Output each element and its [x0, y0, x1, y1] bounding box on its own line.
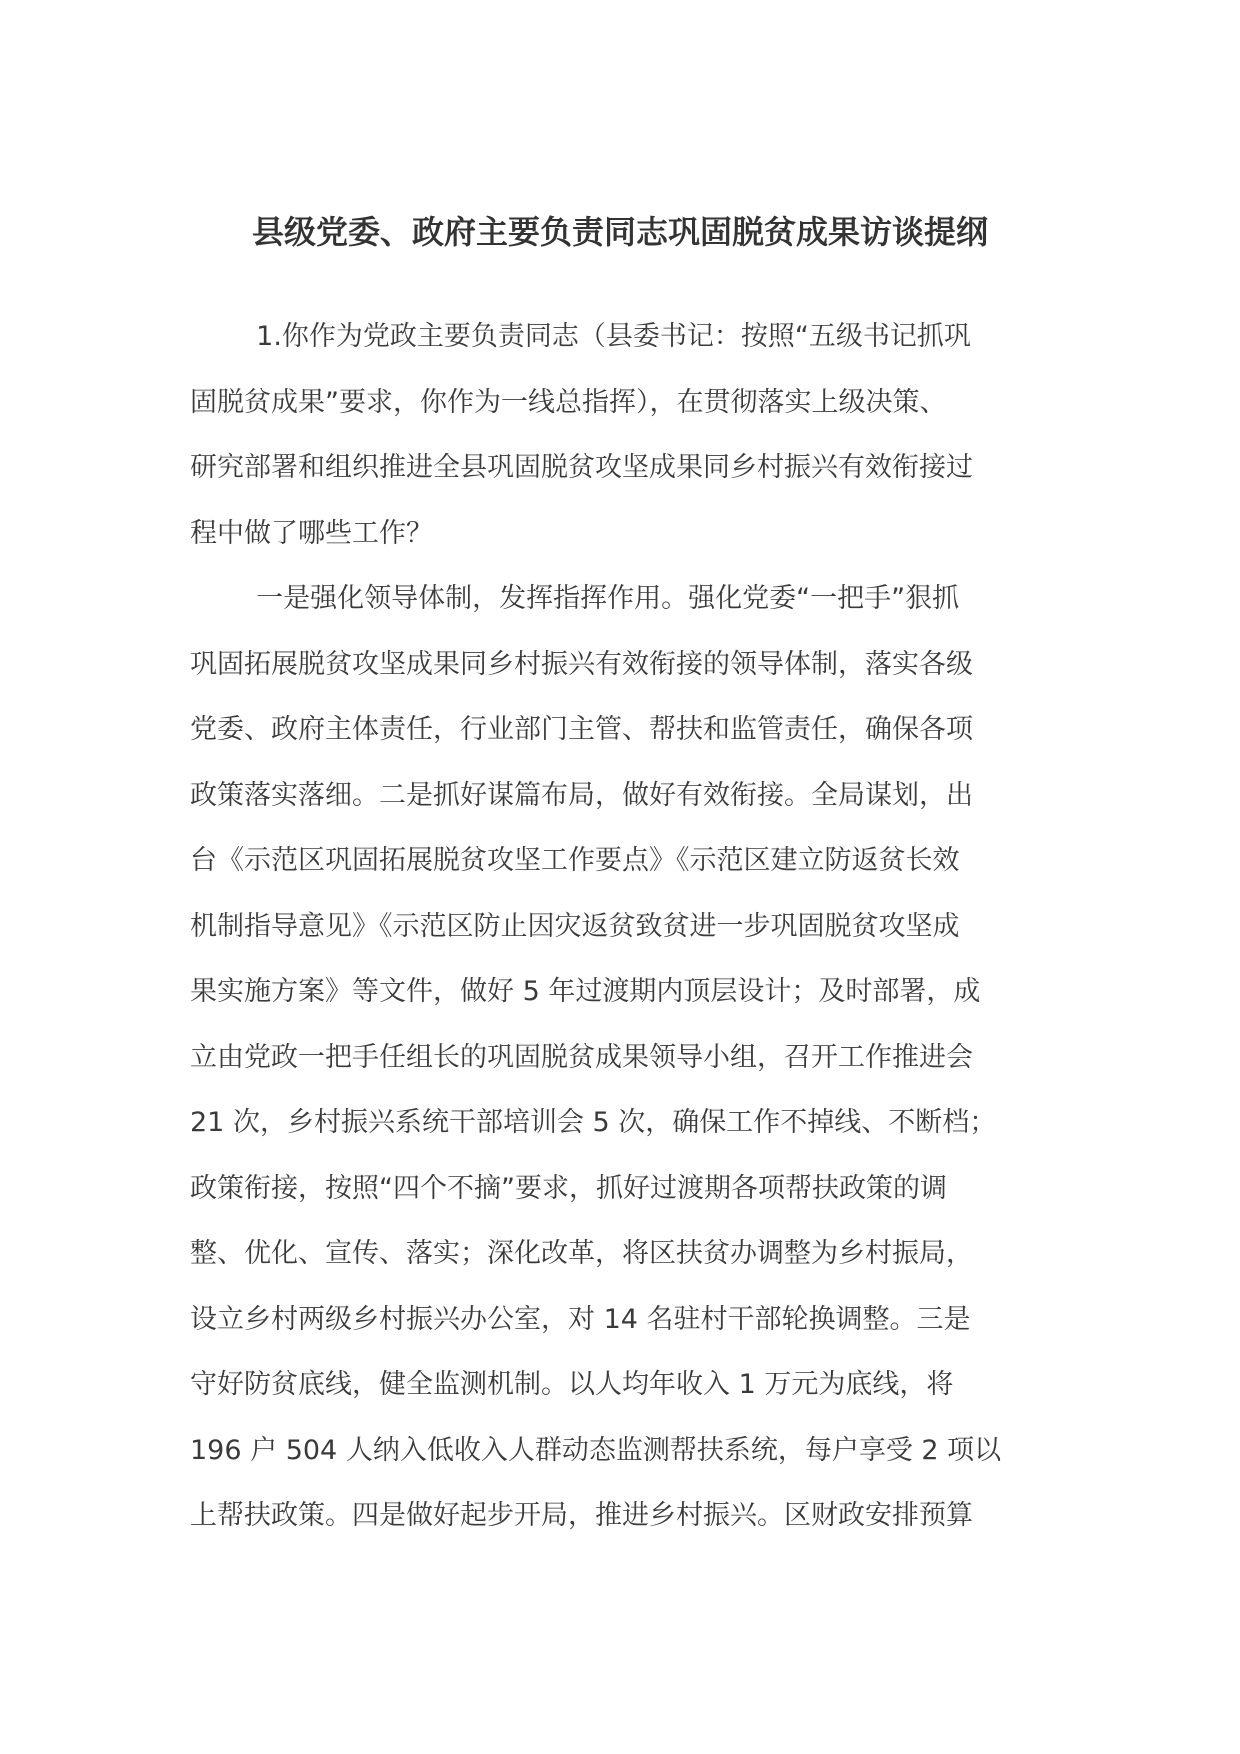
document-title: 县级党委、政府主要负责同志巩固脱贫成果访谈提纲: [251, 213, 988, 251]
text-line: 21 次，乡村振兴系统干部培训会 5 次，确保工作不掉线、不断档；: [190, 1107, 997, 1138]
text-line: 立由党政一把手任组长的巩固脱贫成果领导小组，召开工作推进会: [190, 1041, 973, 1073]
text-line: 守好防贫底线，健全监测机制。以人均年收入 1 万元为底线，将: [190, 1369, 954, 1400]
text-line: 一是强化领导体制，发挥指挥作用。强化党委“一把手”狠抓: [256, 583, 960, 614]
text-line: 程中做了哪些工作？: [190, 517, 433, 549]
text-line: 台《示范区巩固拓展脱贫攻坚工作要点》《示范区建立防返贫长效: [190, 845, 960, 876]
text-line: 196 户 504 人纳入低收入人群动态监测帮扶系统，每户享受 2 项以: [190, 1434, 1002, 1466]
text-line: 机制指导意见》《示范区防止因灾返贫致贫进一步巩固脱贫攻坚成: [190, 910, 960, 942]
answer-paragraph: [190, 566, 1050, 1549]
document-body: [190, 304, 1050, 1549]
text-line: 果实施方案》等文件，做好 5 年过渡期内顶层设计；及时部署，成: [190, 976, 981, 1007]
text-line: 党委、政府主体责任，行业部门主管、帮扶和监管责任，确保各项: [190, 714, 973, 745]
text-line: 整、优化、宣传、落实；深化改革，将区扶贫办调整为乡村振局，: [190, 1238, 973, 1269]
text-line: 巩固拓展脱贫攻坚成果同乡村振兴有效衔接的领导体制，落实各级: [190, 648, 973, 680]
text-line: 上帮扶政策。四是做好起步开局，推进乡村振兴。区财政安排预算: [190, 1500, 973, 1531]
text-line: 政策衔接，按照“四个不摘”要求，抓好过渡期各项帮扶政策的调: [190, 1172, 947, 1204]
question-paragraph: [190, 304, 1050, 566]
text-line: 固脱贫成果”要求，你作为一线总指挥），在贯彻落实上级决策、: [190, 386, 947, 418]
text-line: 设立乡村两级乡村振兴办公室，对 14 名驻村干部轮换调整。三是: [190, 1303, 971, 1335]
text-line: 政策落实落细。二是抓好谋篇布局，做好有效衔接。全局谋划，出: [190, 779, 973, 811]
text-line: 1.你作为党政主要负责同志（县委书记：按照“五级书记抓巩: [256, 321, 971, 352]
text-line: 研究部署和组织推进全县巩固脱贫攻坚成果同乡村振兴有效衔接过: [190, 452, 973, 483]
